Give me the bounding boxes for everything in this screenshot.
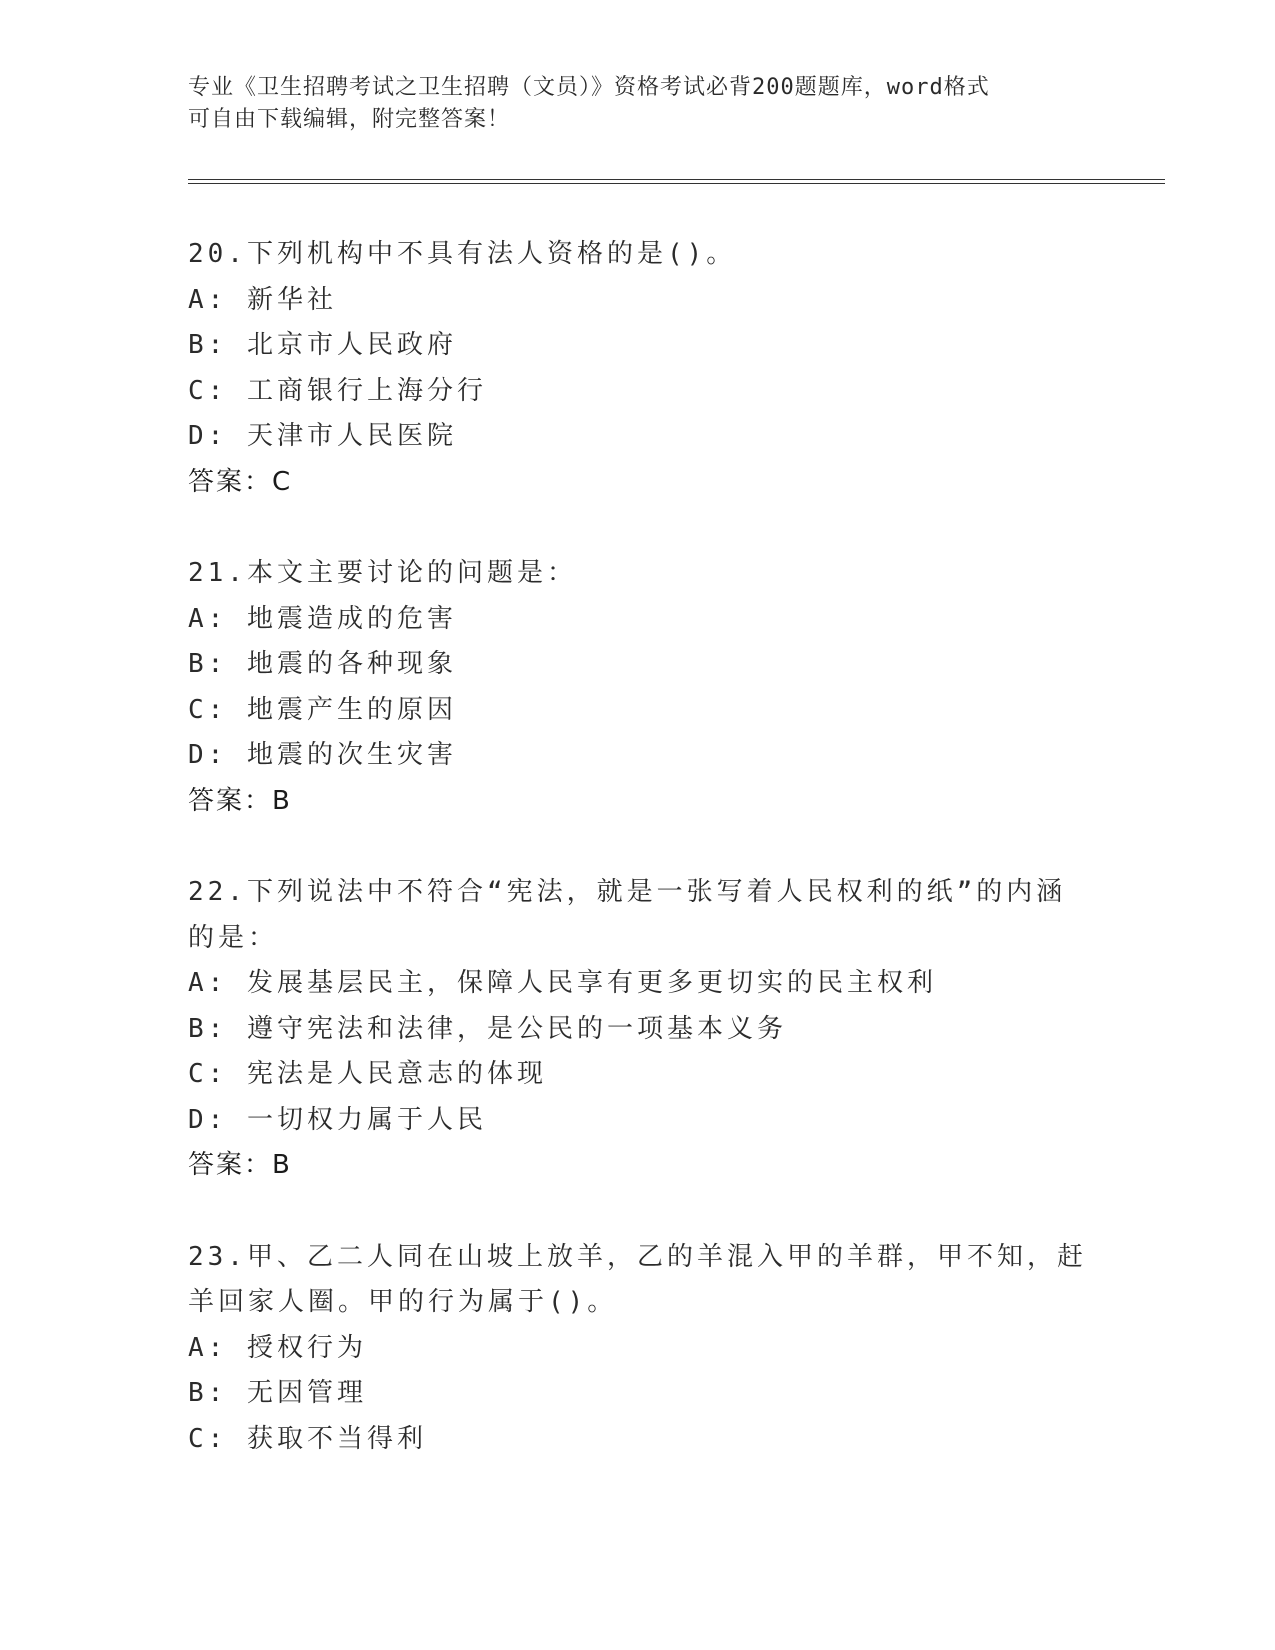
option-b: B: 地震的各种现象	[188, 649, 457, 679]
document-header	[188, 72, 1068, 136]
answer: 答案：B	[188, 785, 292, 816]
question-22	[188, 870, 1088, 1189]
header-divider-bottom	[188, 183, 1165, 184]
option-c: C: 宪法是人民意志的体现	[188, 1059, 547, 1089]
option-b: B: 北京市人民政府	[188, 330, 457, 360]
option-a: A: 发展基层民主，保障人民享有更多更切实的民主权利	[188, 968, 937, 998]
header-line-1: 专业《卫生招聘考试之卫生招聘（文员）》资格考试必背200题题库，word格式	[188, 75, 990, 100]
option-a: A: 新华社	[188, 284, 337, 315]
answer: 答案：B	[188, 1150, 292, 1180]
option-d: D: 一切权力属于人民	[188, 1104, 487, 1135]
question-23	[188, 1235, 1088, 1463]
question-list	[188, 232, 1088, 1508]
question-stem: 20.下列机构中不具有法人资格的是()。	[188, 239, 737, 269]
question-stem: 21.本文主要讨论的问题是：	[188, 558, 577, 588]
question-stem: 22.下列说法中不符合“宪法，就是一张写着人民权利的纸”的内涵的是：	[188, 877, 1067, 953]
option-c: C: 获取不当得利	[188, 1423, 427, 1454]
header-divider-top	[188, 179, 1165, 180]
option-b: B: 无因管理	[188, 1378, 367, 1408]
option-a: A: 授权行为	[188, 1332, 367, 1363]
option-d: D: 地震的次生灾害	[188, 740, 457, 770]
option-c: C: 地震产生的原因	[188, 694, 457, 725]
answer: 答案：C	[188, 466, 293, 497]
question-stem: 23.甲、乙二人同在山坡上放羊，乙的羊混入甲的羊群，甲不知，赶羊回家人圈。甲的行为属于()。	[188, 1241, 1087, 1317]
question-20	[188, 232, 1088, 505]
option-b: B: 遵守宪法和法律，是公民的一项基本义务	[188, 1013, 787, 1044]
option-c: C: 工商银行上海分行	[188, 375, 487, 406]
question-21	[188, 551, 1088, 824]
option-a: A: 地震造成的危害	[188, 603, 457, 634]
option-d: D: 天津市人民医院	[188, 421, 457, 451]
header-line-2: 可自由下载编辑，附完整答案！	[188, 107, 511, 132]
